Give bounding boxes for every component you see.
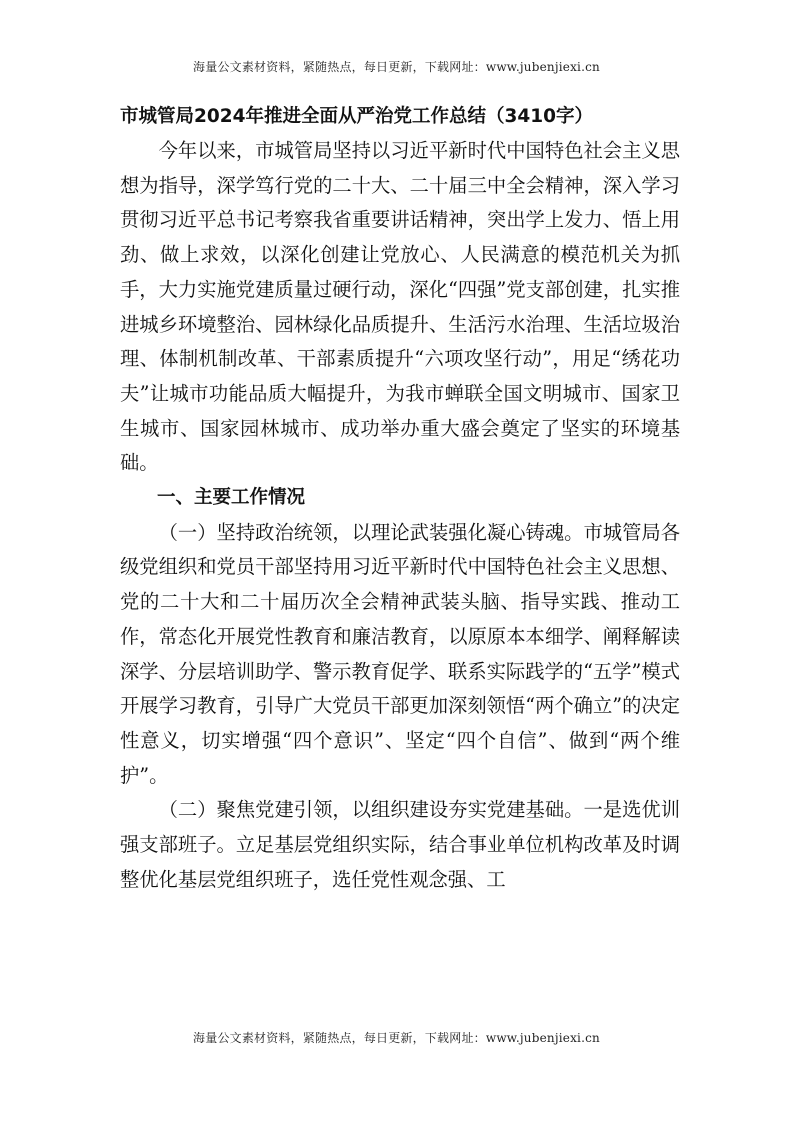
paragraph-political-leadership: （一）坚持政治统领，以理论武装强化凝心铸魂。市城管局各级党组织和党员干部坚持用习近平新时代中国特色社会主义思想、党的二十大和二十届历次全会精神武装头脑、指导实践、推动工作，常态化开展党性教育和廉洁教育，以原原本本细学、阐释解读深学、分层培训助学、警示教育促学、联系实际践学的“五学”模式开展学习教育，引导广大党员干部更加深刻领悟“两个确立”的决定性意义，切实增强“四个意识”、坚定“四个自信”、做到“两个维护”。 [120, 520, 680, 787]
document-body [120, 100, 680, 897]
header-note: 海量公文素材资料，紧随热点，每日更新，下载网址：www.jubenjiexi.cn [193, 60, 600, 74]
footer-note: 海量公文素材资料，紧随热点，每日更新，下载网址：www.jubenjiexi.cn [193, 1031, 600, 1045]
intro-paragraph: 今年以来，市城管局坚持以习近平新时代中国特色社会主义思想为指导，深学笃行党的二十大、二十届三中全会精神，深入学习贯彻习近平总书记考察我省重要讲话精神，突出学上发力、悟上用劲、做上求效，以深化创建让党放心、人民满意的模范机关为抓手，大力实施党建质量过硬行动，深化“四强”党支部创建，扎实推进城乡环境整治、园林绿化品质提升、生活污水治理、生活垃圾治理、体制机制改革、干部素质提升“六项攻坚行动”，用足“绣花功夫”让城市功能品质大幅提升，为我市蝉联全国文明城市、国家卫生城市、国家园林城市、成功举办重大盛会奠定了坚实的环境基础。 [120, 139, 680, 475]
section-heading-main-work: 一、主要工作情况 [157, 487, 306, 509]
paragraph-party-building: （二）聚焦党建引领，以组织建设夯实党建基础。一是选优训强支部班子。立足基层党组织实际，结合事业单位机构改革及时调整优化基层党组织班子，选任党性观念强、工 [120, 798, 680, 891]
document-title: 市城管局2024年推进全面从严治党工作总结（3410字） [120, 106, 593, 127]
